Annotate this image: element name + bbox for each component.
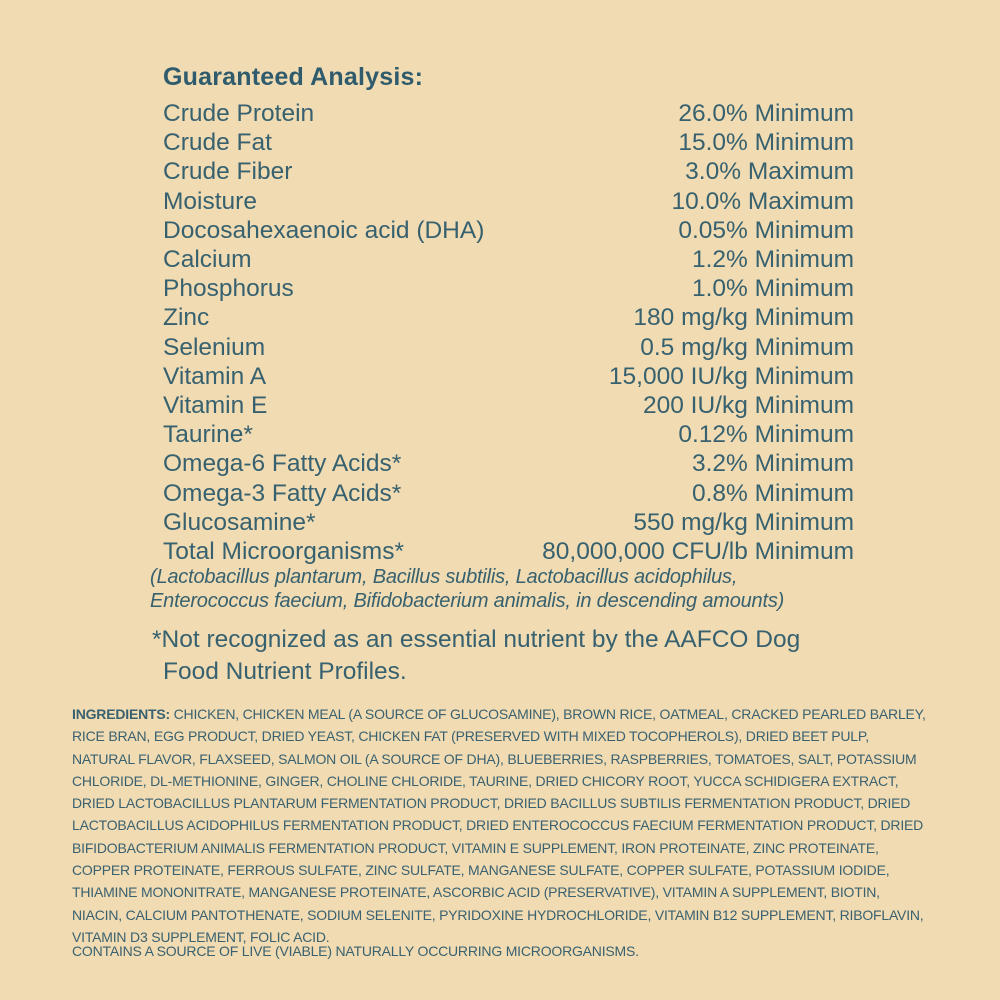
- aafco-footnote: [152, 624, 801, 687]
- nutrient-name: Selenium: [163, 333, 266, 361]
- nutrient-name: Calcium: [163, 246, 252, 274]
- nutrient-value: 180 mg/kg Minimum: [633, 304, 854, 332]
- nutrient-value: 550 mg/kg Minimum: [633, 508, 854, 536]
- table-row: [163, 99, 854, 128]
- ingredients-text: CHICKEN, CHICKEN MEAL (A SOURCE OF GLUCOSAMINE), BROWN RICE, OATMEAL, CRACKED PEARLED BARLEY, RICE BRAN, EGG PRODUCT, DRIED YEAST, CHICKEN FAT (PRESERVED WITH MIXED TOCOPHEROLS), DRIED BEET PULP, NATURAL FLAVOR, FLAXSEED, SALMON OIL (A SOURCE OF DHA), BLUEBERRIES, RASPBERRIES, TOMATOES, SALT, POTASSIUM CHLORIDE, DL-METHIONINE, GINGER, CHOLINE CHLORIDE, TAURINE, DRIED CHICORY ROOT, YUCCA SCHIDIGERA EXTRACT, DRIED LACTOBACILLUS PLANTARUM FERMENTATION PRODUCT, DRIED BACILLUS SUBTILIS FERMENTATION PRODUCT, DRIED LACTOBACILLUS ACIDOPHILUS FERMENTATION PRODUCT, DRIED ENTEROCOCCUS FAECIUM FERMENTATION PRODUCT, DRIED BIFIDOBACTERIUM ANIMALIS FERMENTATION PRODUCT, VITAMIN E SUPPLEMENT, IRON PROTEINATE, ZINC PROTEINATE, COPPER PROTEINATE, FERROUS SULFATE, ZINC SULFATE, MANGANESE SULFATE, COPPER SULFATE, POTASSIUM IODIDE, THIAMINE MONONITRATE, MANGANESE PROTEINATE, ASCORBIC ACID (PRESERVATIVE), VITAMIN A SUPPLEMENT, BIOTIN, NIACIN, CALCIUM PANTOTHENATE, SODIUM SELENITE, PYRIDOXINE HYDROCHLORIDE, VITAMIN B12 SUPPLEMENT, RIBOFLAVIN, VITAMIN D3 SUPPLEMENT, FOLIC ACID.: [72, 706, 926, 945]
- species-note-line: (Lactobacillus plantarum, Bacillus subtilis, Lactobacillus acidophilus,: [150, 566, 738, 588]
- nutrient-name: Zinc: [163, 304, 210, 332]
- aafco-footnote-line: *Not recognized as an essential nutrient by the AAFCO Dog: [152, 626, 801, 653]
- table-row: [163, 479, 854, 508]
- table-row: [163, 391, 854, 420]
- nutrient-value: 0.8% Minimum: [691, 479, 854, 507]
- table-row: [163, 157, 854, 186]
- nutrient-name: Vitamin E: [163, 392, 268, 420]
- nutrient-value: 26.0% Minimum: [678, 100, 854, 127]
- table-row: [163, 274, 854, 303]
- nutrient-name: Crude Fat: [163, 129, 272, 157]
- nutrient-name: Omega-6 Fatty Acids*: [163, 450, 402, 478]
- contains-microorganisms-note: CONTAINS A SOURCE OF LIVE (VIABLE) NATURALLY OCCURRING MICROORGANISMS.: [72, 943, 639, 959]
- aafco-footnote-line: Food Nutrient Profiles.: [163, 657, 407, 685]
- nutrient-name: Vitamin A: [163, 362, 267, 390]
- nutrient-name: Taurine*: [163, 421, 253, 449]
- nutrient-value: 1.0% Minimum: [691, 275, 854, 303]
- table-row: [163, 333, 854, 362]
- species-note-line: Enterococcus faecium, Bifidobacterium animalis, in descending amounts): [150, 589, 785, 612]
- nutrient-name: Omega-3 Fatty Acids*: [163, 479, 402, 507]
- table-row: [163, 187, 854, 216]
- table-row: [163, 449, 854, 478]
- nutrient-name: Crude Protein: [163, 100, 315, 127]
- guaranteed-analysis-title: Guaranteed Analysis:: [163, 63, 424, 91]
- table-row: [163, 362, 854, 391]
- table-row: [163, 508, 854, 537]
- nutrient-name: Total Microorganisms*: [163, 538, 404, 566]
- table-row: [163, 420, 854, 449]
- nutrient-value: 1.2% Minimum: [691, 246, 854, 274]
- table-row: [163, 303, 854, 332]
- table-row: [163, 216, 854, 245]
- table-row: [163, 128, 854, 157]
- nutrient-value: 15.0% Minimum: [678, 129, 854, 157]
- ingredients-paragraph: [72, 703, 930, 948]
- microorganism-species-note: [150, 566, 784, 614]
- nutrient-value: 10.0% Maximum: [671, 187, 854, 215]
- nutrient-name: Moisture: [163, 187, 257, 215]
- nutrient-value: 200 IU/kg Minimum: [642, 392, 854, 420]
- nutrient-value: 15,000 IU/kg Minimum: [608, 362, 854, 390]
- table-row: [163, 537, 854, 566]
- nutrient-value: 0.12% Minimum: [678, 421, 854, 449]
- nutrient-value: 80,000,000 CFU/lb Minimum: [542, 538, 854, 566]
- nutrient-value: 3.2% Minimum: [691, 450, 854, 478]
- guaranteed-analysis-table: [163, 99, 854, 566]
- nutrient-value: 0.05% Minimum: [678, 216, 854, 244]
- nutrient-name: Glucosamine*: [163, 508, 316, 536]
- nutrient-value: 3.0% Maximum: [685, 158, 854, 186]
- nutrient-value: 0.5 mg/kg Minimum: [640, 333, 854, 361]
- nutrient-name: Crude Fiber: [163, 158, 293, 186]
- ingredients-label: INGREDIENTS:: [72, 706, 170, 722]
- nutrient-name: Docosahexaenoic acid (DHA): [163, 216, 485, 244]
- nutrient-name: Phosphorus: [163, 275, 294, 303]
- table-row: [163, 245, 854, 274]
